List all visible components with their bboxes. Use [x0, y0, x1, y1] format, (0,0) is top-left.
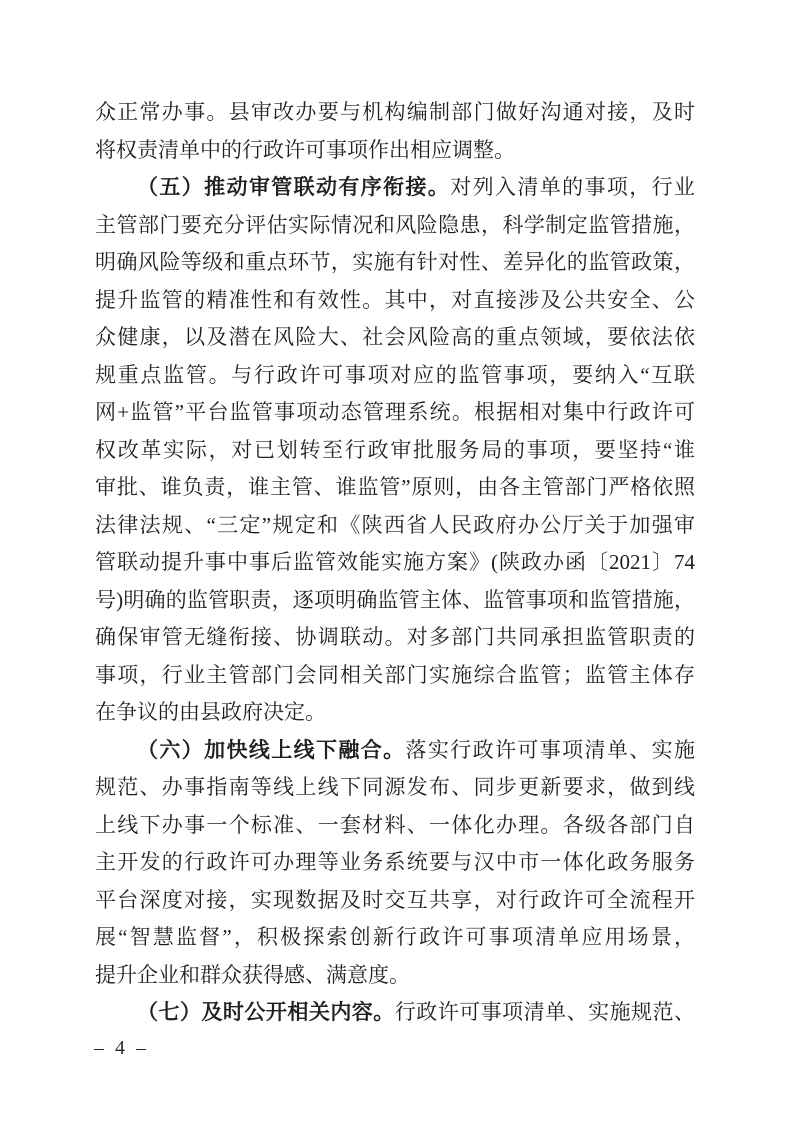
text-line: 展“智慧监督”，积极探索创新行政许可事项清单应用场景， — [95, 925, 695, 949]
text-line: 法律法规、“三定”规定和《陕西省人民政府办公厅关于加强审 — [95, 512, 695, 537]
text-line: 主开发的行政许可办理等业务系统要与汉中市一体化政务服务 — [95, 850, 695, 874]
text-line: 在争议的由县政府决定。 — [95, 700, 326, 724]
text-line: （七）及时公开相关内容。行政许可事项清单、实施规范、 — [137, 1000, 696, 1024]
text-line: 上线下办事一个标准、一套材料、一体化办理。各级各部门自 — [95, 812, 695, 837]
text-line: 确保审管无缝衔接、协调联动。对多部门共同承担监管职责的 — [95, 625, 695, 649]
text-line: 平台深度对接，实现数据及时交互共享，对行政许可全流程开 — [95, 887, 695, 912]
text-line: 明确风险等级和重点环节，实施有针对性、差异化的监管政策， — [95, 250, 695, 274]
text-line: 众正常办事。县审改办要与机构编制部门做好沟通对接，及时 — [95, 100, 695, 124]
text-line: （五）推动审管联动有序衔接。对列入清单的事项，行业 — [137, 175, 695, 199]
text-line: 将权责清单中的行政许可事项作出相应调整。 — [95, 137, 515, 162]
text-line: 规范、办事指南等线上线下同源发布、同步更新要求，做到线 — [95, 775, 695, 799]
text-line: 权改革实际，对已划转至行政审批服务局的事项，要坚持“谁 — [95, 437, 695, 462]
text-line: 提升企业和群众获得感、满意度。 — [95, 962, 410, 987]
text-line: 提升监管的精准性和有效性。其中，对直接涉及公共安全、公 — [95, 287, 695, 312]
text-line: 众健康，以及潜在风险大、社会风险高的重点领域，要依法依 — [95, 325, 695, 349]
paragraph-heading: （七）及时公开相关内容。 — [137, 1000, 395, 1024]
document-body — [95, 94, 695, 1032]
text-line: （六）加快线上线下融合。落实行政许可事项清单、实施 — [137, 737, 695, 762]
text-line: 管联动提升事中事后监管效能实施方案》(陕政办函〔2021〕74 — [95, 550, 695, 574]
text-line: 审批、谁负责，谁主管、谁监管”原则，由各主管部门严格依照 — [95, 475, 695, 499]
text-line: 网+监管”平台监管事项动态管理系统。根据相对集中行政许可 — [95, 400, 695, 424]
paragraph-heading: （五）推动审管联动有序衔接。 — [137, 175, 451, 199]
text-line: 主管部门要充分评估实际情况和风险隐患，科学制定监管措施， — [95, 212, 695, 237]
page-number: – 4 – — [94, 1037, 149, 1059]
text-line: 号)明确的监管职责，逐项明确监管主体、监管事项和监管措施， — [95, 587, 695, 612]
paragraph-heading: （六）加快线上线下融合。 — [137, 737, 406, 762]
text-line: 事项，行业主管部门会同相关部门实施综合监管；监管主体存 — [95, 662, 695, 687]
text-line: 规重点监管。与行政许可事项对应的监管事项，要纳入“互联 — [95, 362, 695, 387]
